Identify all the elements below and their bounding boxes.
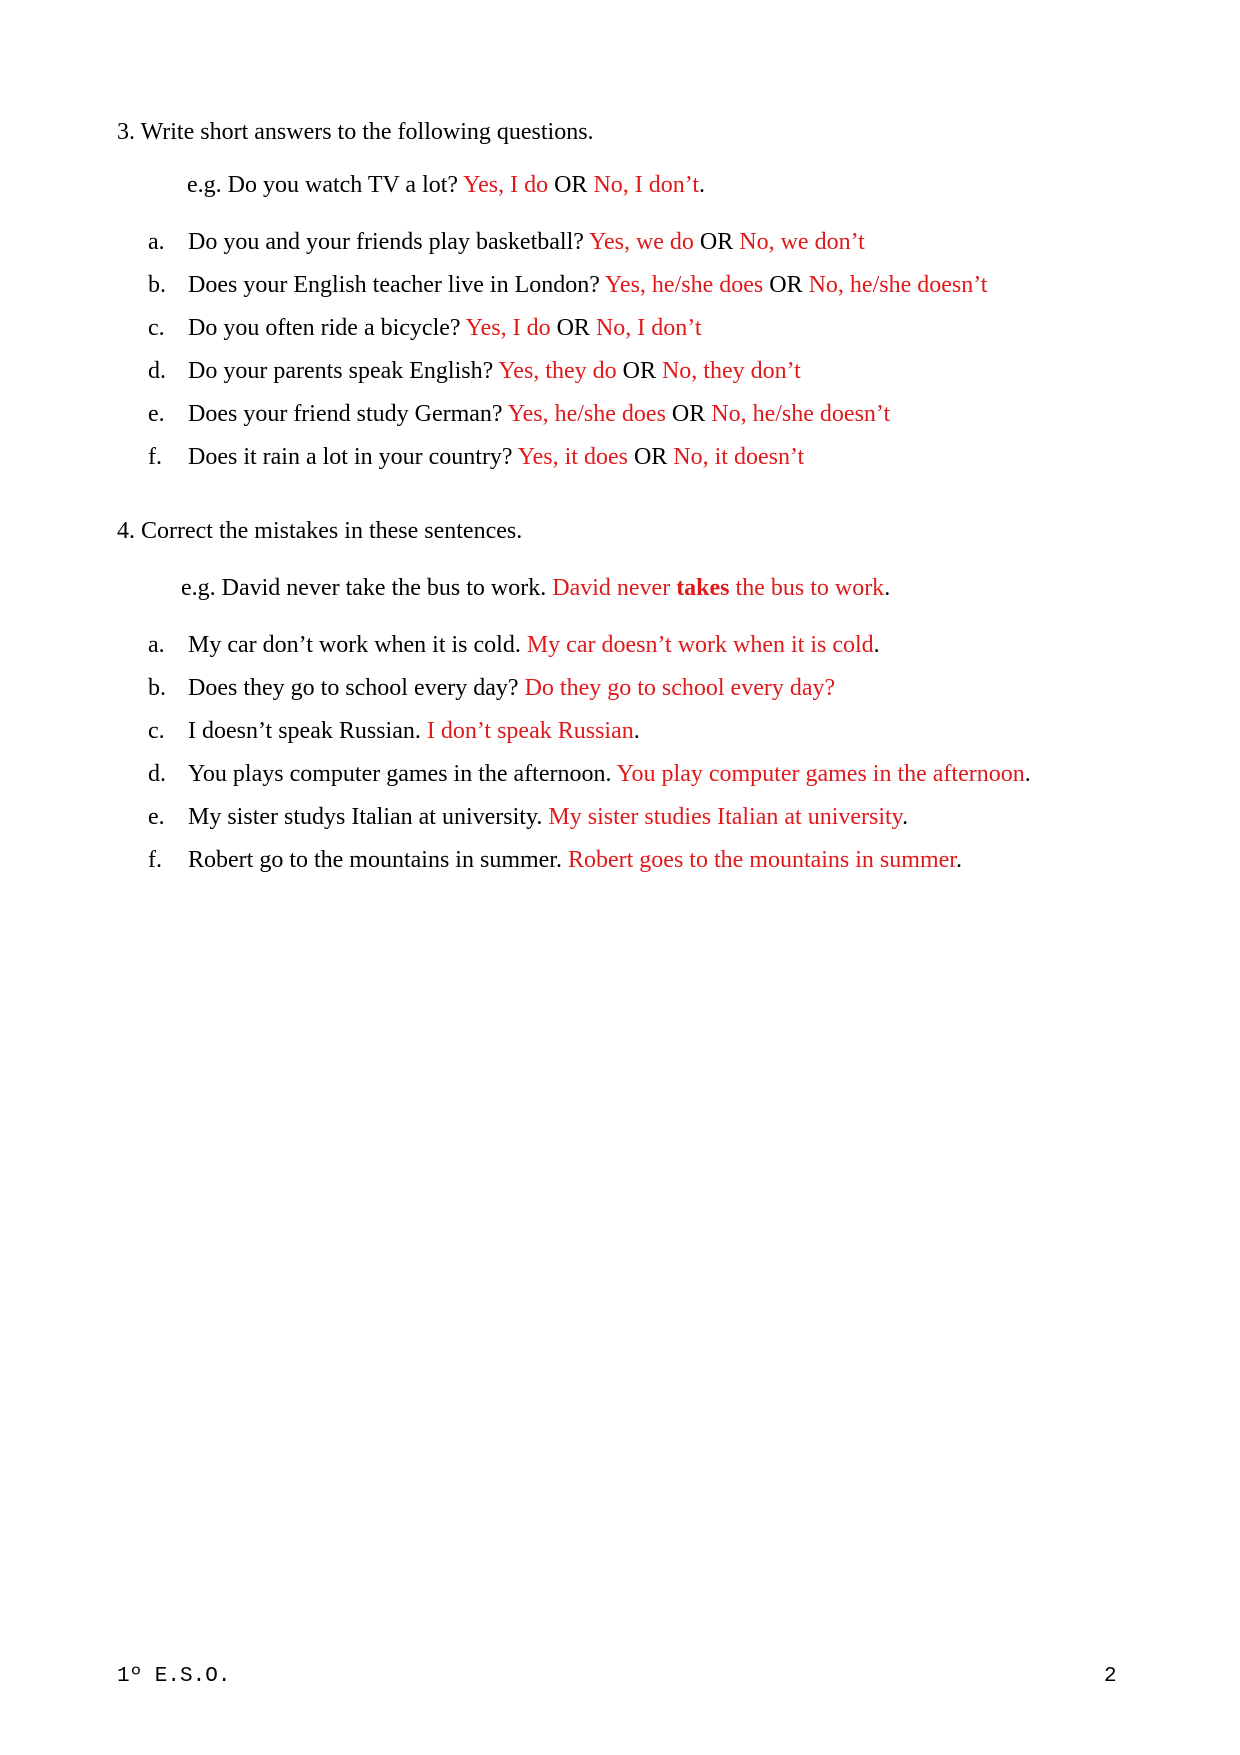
item-label: b. <box>148 675 166 701</box>
answer-yes: Yes, they do <box>498 358 617 384</box>
example-answer-yes: Yes, I do <box>463 172 549 198</box>
item-question: Does your English teacher live in London? <box>188 272 600 298</box>
answer-or: OR <box>556 315 590 341</box>
item-sentence: I doesn’t speak Russian. <box>188 718 421 744</box>
list-item-3a <box>148 227 865 257</box>
item-question: Do your parents speak English? <box>188 358 494 384</box>
item-sentence: My car don’t work when it is cold. <box>188 632 521 658</box>
answer-no: No, he/she doesn’t <box>711 401 891 427</box>
answer-yes: Yes, we do <box>589 229 694 255</box>
list-item-4b <box>148 673 835 703</box>
list-item-3e <box>148 399 890 429</box>
page-number: 2 <box>1104 1665 1117 1688</box>
example-sentence: David never take the bus to work. <box>221 575 547 601</box>
item-end: . <box>873 632 880 658</box>
answer-no: No, he/she doesn’t <box>808 272 988 298</box>
example-end: . <box>699 172 705 198</box>
item-correction: Do they go to school every day? <box>524 675 836 701</box>
list-item-4c <box>148 716 640 746</box>
item-label: f. <box>148 847 162 873</box>
example-question: Do you watch TV a lot? <box>227 172 459 198</box>
example-end: . <box>884 575 891 601</box>
item-label: a. <box>148 632 165 658</box>
answer-no: No, they don’t <box>661 358 801 384</box>
list-item-3c <box>148 313 702 343</box>
item-correction: I don’t speak Russian <box>426 718 634 744</box>
answer-or: OR <box>699 229 734 255</box>
item-sentence: My sister studys Italian at university. <box>188 804 543 830</box>
list-item-4a <box>148 630 880 660</box>
item-label: f. <box>148 444 162 470</box>
example-prefix: e.g. <box>187 172 222 198</box>
answer-or: OR <box>633 444 668 470</box>
item-sentence: You plays computer games in the afternoon. <box>188 761 612 787</box>
section-3-example <box>187 170 705 200</box>
item-correction: You play computer games in the afternoon <box>616 761 1025 787</box>
item-question: Does your friend study German? <box>188 401 503 427</box>
list-item-3f <box>148 442 804 472</box>
answer-no: No, we don’t <box>739 229 865 255</box>
list-item-3b <box>148 270 987 300</box>
answer-yes: Yes, he/she does <box>507 401 666 427</box>
answer-or: OR <box>622 358 656 384</box>
item-question: Do you often ride a bicycle? <box>188 315 461 341</box>
item-label: c. <box>148 718 165 744</box>
list-item-4e <box>148 802 908 832</box>
section-4-example <box>181 573 890 603</box>
section-4-heading: 4. Correct the mistakes in these sentences. <box>117 518 523 544</box>
item-question: Does it rain a lot in your country? <box>188 444 513 470</box>
item-label: c. <box>148 315 165 341</box>
item-end: . <box>955 847 962 873</box>
footer-course: 1º E.S.O. <box>117 1665 231 1688</box>
example-answer-after: the bus to work <box>735 575 885 601</box>
item-label: a. <box>148 229 165 255</box>
answer-yes: Yes, he/she does <box>605 272 764 298</box>
item-sentence: Robert go to the mountains in summer. <box>188 847 562 873</box>
list-item-4f <box>148 845 962 875</box>
item-end: . <box>902 804 909 830</box>
example-prefix: e.g. <box>181 575 216 601</box>
example-answer-bold: takes <box>676 575 730 601</box>
example-answer-before: David never <box>552 575 671 601</box>
answer-no: No, I don’t <box>595 315 702 341</box>
item-sentence: Does they go to school every day? <box>188 675 519 701</box>
item-correction: Robert goes to the mountains in summer <box>567 847 956 873</box>
section-3-heading: 3. Write short answers to the following questions. <box>117 119 594 145</box>
item-end: . <box>1024 761 1031 787</box>
item-question: Do you and your friends play basketball? <box>188 229 584 255</box>
item-correction: My sister studies Italian at university <box>548 804 903 830</box>
item-end: . <box>633 718 640 744</box>
example-answer-no: No, I don’t <box>593 172 699 198</box>
list-item-4d <box>148 759 1031 789</box>
answer-or: OR <box>671 401 706 427</box>
example-or: OR <box>554 172 588 198</box>
answer-or: OR <box>769 272 803 298</box>
item-label: d. <box>148 761 166 787</box>
list-item-3d <box>148 356 801 386</box>
answer-yes: Yes, I do <box>465 315 551 341</box>
item-label: e. <box>148 804 165 830</box>
answer-yes: Yes, it does <box>517 444 628 470</box>
item-label: b. <box>148 272 166 298</box>
item-label: e. <box>148 401 165 427</box>
answer-no: No, it doesn’t <box>673 444 805 470</box>
item-label: d. <box>148 358 166 384</box>
item-correction: My car doesn’t work when it is cold <box>526 632 874 658</box>
